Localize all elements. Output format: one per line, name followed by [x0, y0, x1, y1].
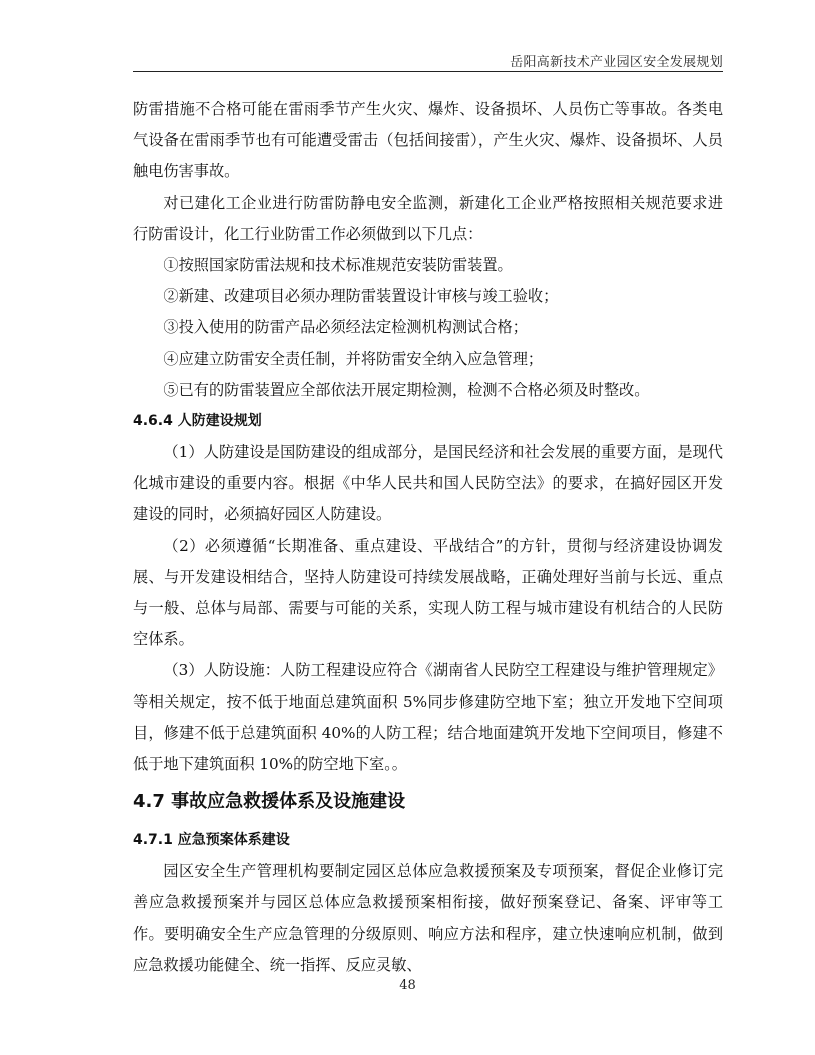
- list-item: ④应建立防雷安全责任制，并将防雷安全纳入应急管理；: [163, 349, 544, 368]
- paragraph-lightning-requirements: 对已建化工企业进行防雷防静电安全监测，新建化工企业严格按照相关规范要求进行防雷设计，化工行业防雷工作必须做到以下几点：: [133, 193, 723, 243]
- paragraph-civil-defense-2: （2）必须遵循“长期准备、重点建设、平战结合”的方针，贯彻与经济建设协调发展、与开发建设相结合，坚持人防建设可持续发展战略，正确处理好当前与长远、重点与一般、总体与局部、需要与可能的关系，实现人防工程与城市建设有机结合的人民防空体系。: [133, 536, 723, 649]
- list-item: ②新建、改建项目必须办理防雷装置设计审核与竣工验收；: [163, 287, 559, 306]
- header-title: 岳阳高新技术产业园区安全发展规划: [510, 55, 723, 70]
- paragraph-lightning-risk: 防雷措施不合格可能在雷雨季节产生火灾、爆炸、设备损坏、人员伤亡等事故。各类电气设备在雷雨季节也有可能遭受雷击（包括间接雷），产生火灾、爆炸、设备损坏、人员触电伤害事故。: [133, 100, 723, 181]
- document-body: [133, 94, 723, 981]
- page-number: 48: [399, 978, 416, 993]
- section-heading-4-7-1: 4.7.1 应急预案体系建设: [133, 832, 290, 849]
- paragraph-civil-defense-1: （1）人防建设是国防建设的组成部分，是国民经济和社会发展的重要方面，是现代化城市建设的重要内容。根据《中华人民共和国人民防空法》的要求，在搞好园区开发建设的同时，必须搞好园区人防建设。: [133, 443, 723, 524]
- list-item: ③投入使用的防雷产品必须经法定检测机构测试合格；: [163, 318, 528, 337]
- section-heading-4-7: 4.7 事故应急救援体系及设施建设: [133, 791, 406, 813]
- list-item: ⑤已有的防雷装置应全部依法开展定期检测，检测不合格必须及时整改。: [163, 380, 650, 399]
- paragraph-civil-defense-3: （3）人防设施：人防工程建设应符合《湖南省人民防空工程建设与维护管理规定》等相关规定，按不低于地面总建筑面积 5%同步修建防空地下室；独立开发地下空间项目，修建不低于总建筑面积 40%的人防工程；结合地面建筑开发地下空间项目，修建不低于地下建筑面积 10%的防空地下室。。: [133, 661, 723, 774]
- page-header: [133, 49, 723, 72]
- section-heading-4-6-4: 4.6.4 人防建设规划: [133, 413, 262, 430]
- paragraph-emergency-plan: 园区安全生产管理机构要制定园区总体应急救援预案及专项预案，督促企业修订完善应急救援预案并与园区总体应急救援预案相衔接，做好预案登记、备案、评审等工作。要明确安全生产应急管理的分级原则、响应方法和程序，建立快速响应机制，做到应急救援功能健全、统一指挥、反应灵敏、: [133, 862, 723, 974]
- list-item: ①按照国家防雷法规和技术标准规范安装防雷装置。: [163, 256, 513, 275]
